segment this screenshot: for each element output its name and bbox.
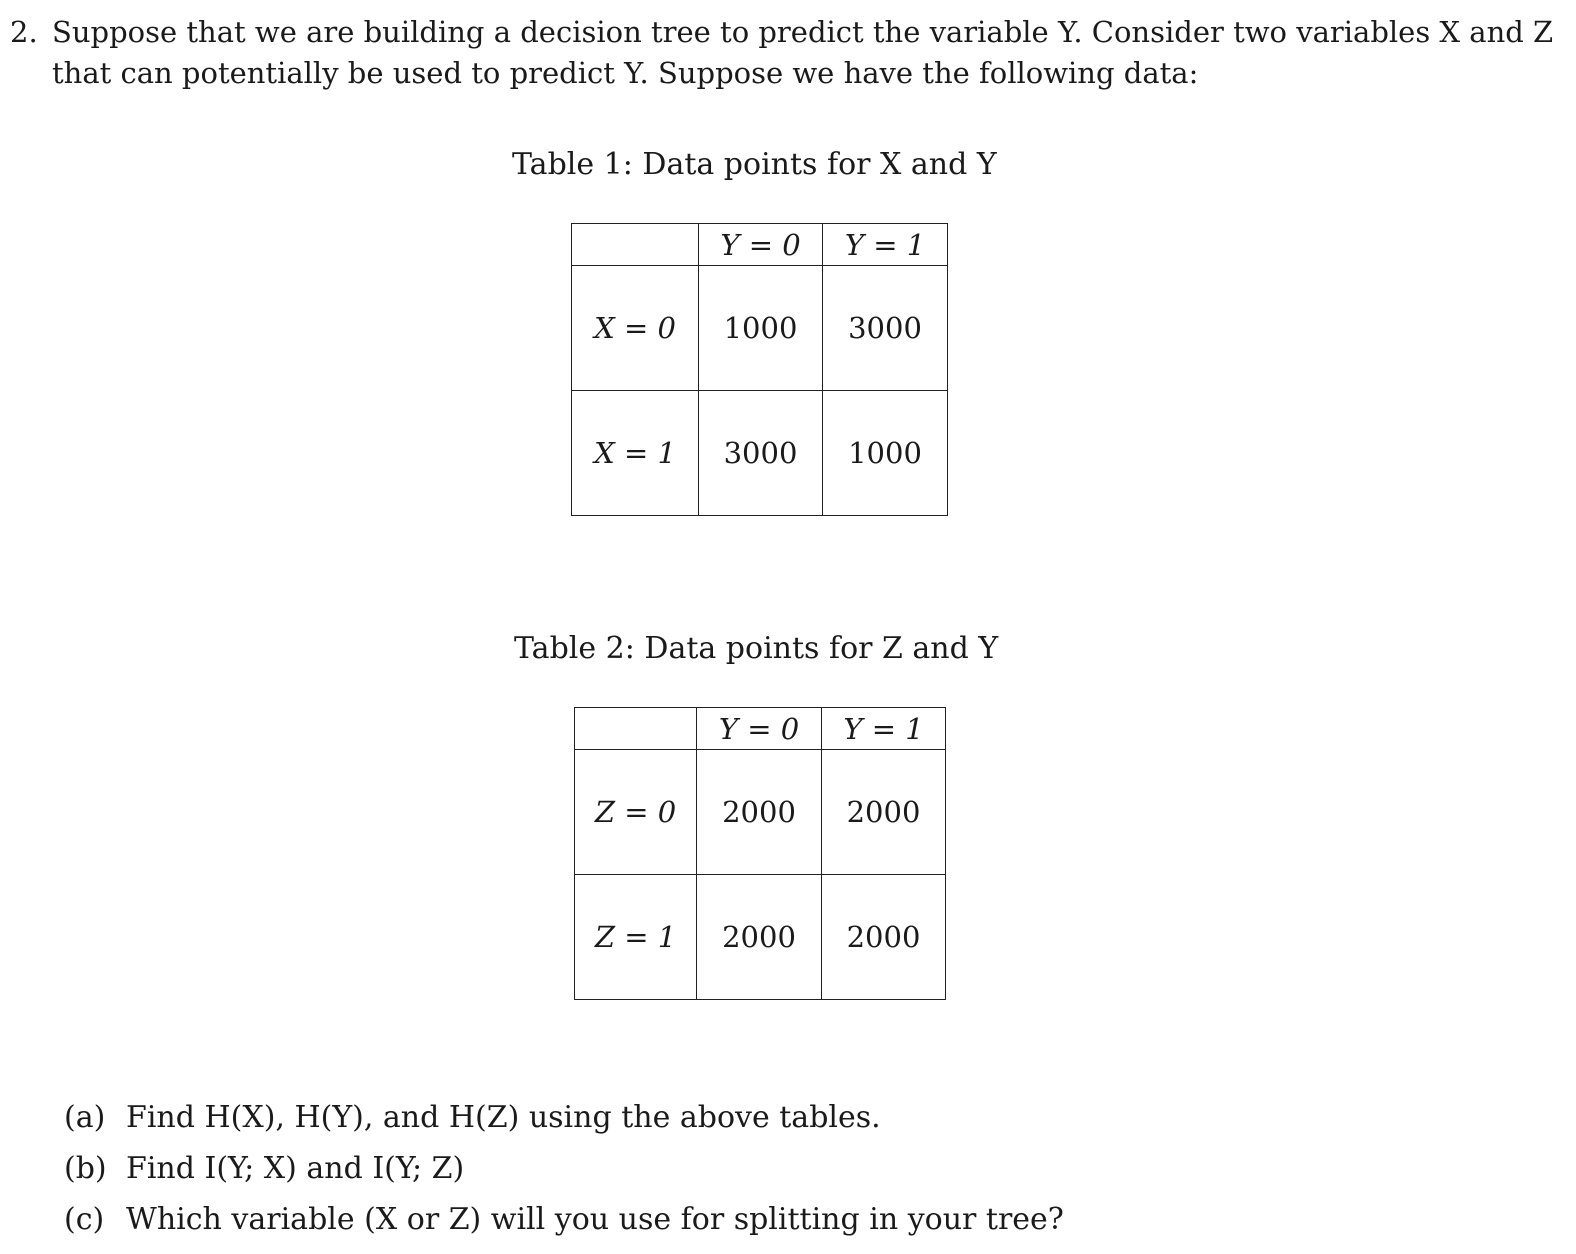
- table1-row: [572, 266, 948, 391]
- table2-cell: 2000: [822, 750, 946, 875]
- table1-header-y0: Y = 0: [699, 224, 823, 266]
- table2-header-y1: Y = 1: [822, 708, 946, 750]
- question-label: (a): [64, 1100, 106, 1135]
- table2-header-y0: Y = 0: [697, 708, 822, 750]
- question-text: Find I(Y; X) and I(Y; Z): [126, 1151, 465, 1186]
- table2-row: [575, 750, 946, 875]
- table1-header-corner: [572, 224, 699, 266]
- table1-row-label: X = 1: [572, 391, 699, 516]
- question-text: Which variable (X or Z) will you use for splitting in your tree?: [126, 1202, 1064, 1237]
- table1-row: [572, 391, 948, 516]
- problem-text-1: Suppose that we are building a decision tree to predict the variable Y. Consider two variables X and Z: [52, 15, 1554, 49]
- table2-row-label: Z = 0: [575, 750, 697, 875]
- table2-cell: 2000: [697, 750, 822, 875]
- table2-cell: 2000: [697, 875, 822, 1000]
- table2-header-row: [575, 708, 946, 750]
- table1-caption: Table 1: Data points for X and Y: [512, 147, 997, 182]
- question-c: [64, 1194, 1064, 1245]
- problem-line-2: that can potentially be used to predict Y. Suppose we have the following data:: [52, 56, 1199, 90]
- table1-header-row: [572, 224, 948, 266]
- table2-row-label: Z = 1: [575, 875, 697, 1000]
- question-list: [64, 1092, 1064, 1245]
- problem-number: 2.: [10, 15, 38, 49]
- problem-line-1: [10, 12, 1560, 53]
- table2-header-corner: [575, 708, 697, 750]
- question-text: Find H(X), H(Y), and H(Z) using the above tables.: [126, 1100, 881, 1135]
- question-label: (c): [64, 1202, 105, 1237]
- table2-cell: 2000: [822, 875, 946, 1000]
- table2-row: [575, 875, 946, 1000]
- table1-row-label: X = 0: [572, 266, 699, 391]
- table1: [571, 223, 948, 516]
- question-a: [64, 1092, 1064, 1143]
- table2-caption: Table 2: Data points for Z and Y: [514, 631, 999, 666]
- problem-statement: [10, 12, 1560, 94]
- table1-cell: 1000: [699, 266, 823, 391]
- question-b: [64, 1143, 1064, 1194]
- table1-cell: 3000: [823, 266, 948, 391]
- table1-cell: 3000: [699, 391, 823, 516]
- table2: [574, 707, 946, 1000]
- table1-cell: 1000: [823, 391, 948, 516]
- table1-header-y1: Y = 1: [823, 224, 948, 266]
- question-label: (b): [64, 1151, 107, 1186]
